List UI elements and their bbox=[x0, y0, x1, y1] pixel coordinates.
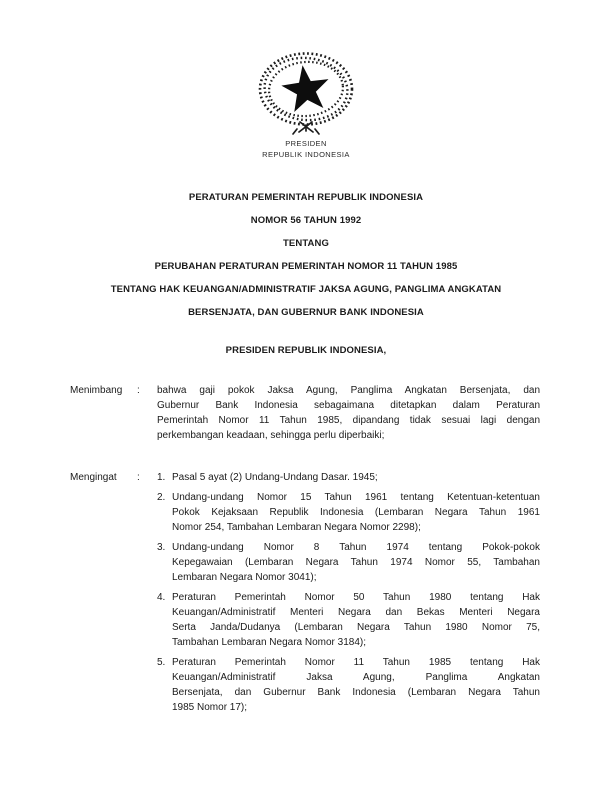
mengingat-colon: : bbox=[137, 472, 140, 483]
item-number: 1. bbox=[157, 472, 166, 483]
mengingat-label: Mengingat bbox=[70, 472, 117, 483]
legal-basis-item-4 bbox=[157, 590, 540, 650]
item-line: Peraturan Pemerintah Nomor 50 Tahun 1980 tentang Hak bbox=[172, 592, 540, 603]
item-line: Kepegawaian (Lembaran Negara Tahun 1974 Nomor 55, Tambahan bbox=[172, 557, 540, 568]
item-line: Serta Janda/Dudanya (Lembaran Negara Tahun 1980 Nomor 75, bbox=[172, 622, 540, 633]
legal-basis-item-3 bbox=[157, 540, 540, 585]
legal-basis-item-2 bbox=[157, 490, 540, 535]
item-text bbox=[172, 490, 540, 535]
presidential-star-wreath-icon bbox=[254, 50, 358, 138]
item-line: Keuangan/Administratif Jaksa Agung, Panglima Angkatan bbox=[172, 672, 540, 683]
menimbang-line: Gubernur Bank Indonesia sebagaimana ditetapkan dalam Peraturan bbox=[157, 400, 540, 411]
item-line: Pokok Kejaksaan Republik Indonesia (Lembaran Negara Tahun 1961 bbox=[172, 507, 540, 518]
star-glyph bbox=[279, 62, 332, 113]
item-line: Lembaran Negara Nomor 3041); bbox=[172, 572, 317, 583]
item-line: Bersenjata, dan Gubernur Bank Indonesia (Lembaran Negara Tahun bbox=[172, 687, 540, 698]
title-line-2: NOMOR 56 TAHUN 1992 bbox=[250, 215, 362, 226]
menimbang-section bbox=[70, 383, 540, 443]
item-number: 3. bbox=[157, 542, 166, 553]
title-line-4: PERUBAHAN PERATURAN PEMERINTAH NOMOR 11 TAHUN 1985 bbox=[154, 261, 458, 272]
regulation-title bbox=[0, 186, 612, 324]
item-number: 2. bbox=[157, 492, 166, 503]
item-text bbox=[172, 540, 540, 585]
legal-basis-list bbox=[157, 470, 540, 715]
item-number: 4. bbox=[157, 592, 166, 603]
menimbang-line: bahwa gaji pokok Jaksa Agung, Panglima Angkatan Bersenjata, dan bbox=[157, 385, 540, 396]
item-text bbox=[172, 590, 540, 650]
item-text bbox=[172, 655, 540, 715]
emblem-container bbox=[254, 50, 358, 138]
title-line-6: BERSENJATA, DAN GUBERNUR BANK INDONESIA bbox=[188, 307, 424, 318]
item-text bbox=[172, 470, 540, 485]
preamble-heading: PRESIDEN REPUBLIK INDONESIA, bbox=[225, 345, 387, 356]
item-line: Peraturan Pemerintah Nomor 11 Tahun 1985 tentang Hak bbox=[172, 657, 540, 668]
item-line: Tambahan Lembaran Negara Nomor 3184); bbox=[172, 637, 366, 648]
wreath-knot bbox=[293, 122, 319, 134]
item-line: 1985 Nomor 17); bbox=[172, 702, 248, 713]
legal-basis-item-1 bbox=[157, 470, 540, 485]
letterhead-presiden-label: PRESIDEN bbox=[285, 139, 327, 148]
menimbang-line: perkembangan keadaan, sehingga perlu diperbaiki; bbox=[157, 430, 385, 441]
item-line: Keuangan/Administratif Menteri Negara dan Bekas Menteri Negara bbox=[172, 607, 540, 618]
item-line: Pasal 5 ayat (2) Undang-Undang Dasar. 1945; bbox=[172, 472, 378, 483]
menimbang-paragraph bbox=[157, 383, 540, 443]
menimbang-colon: : bbox=[137, 385, 140, 396]
title-line-3: TENTANG bbox=[283, 238, 329, 249]
item-line: Undang-undang Nomor 15 Tahun 1961 tentang Ketentuan-ketentuan bbox=[172, 492, 540, 503]
menimbang-label: Menimbang bbox=[70, 385, 123, 396]
letterhead-republik-indonesia-label: REPUBLIK INDONESIA bbox=[262, 150, 350, 159]
title-line-1: PERATURAN PEMERINTAH REPUBLIK INDONESIA bbox=[188, 192, 424, 203]
menimbang-line: Pemerintah Nomor 11 Tahun 1985, dipandang tidak sesuai lagi dengan bbox=[157, 415, 540, 426]
item-line: Nomor 254, Tambahan Lembaran Negara Nomor 2298); bbox=[172, 522, 421, 533]
legal-basis-item-5 bbox=[157, 655, 540, 715]
title-line-5: TENTANG HAK KEUANGAN/ADMINISTRATIF JAKSA AGUNG, PANGLIMA ANGKATAN bbox=[110, 284, 502, 295]
mengingat-section bbox=[70, 470, 540, 715]
item-line: Undang-undang Nomor 8 Tahun 1974 tentang Pokok-pokok bbox=[172, 542, 540, 553]
item-number: 5. bbox=[157, 657, 166, 668]
